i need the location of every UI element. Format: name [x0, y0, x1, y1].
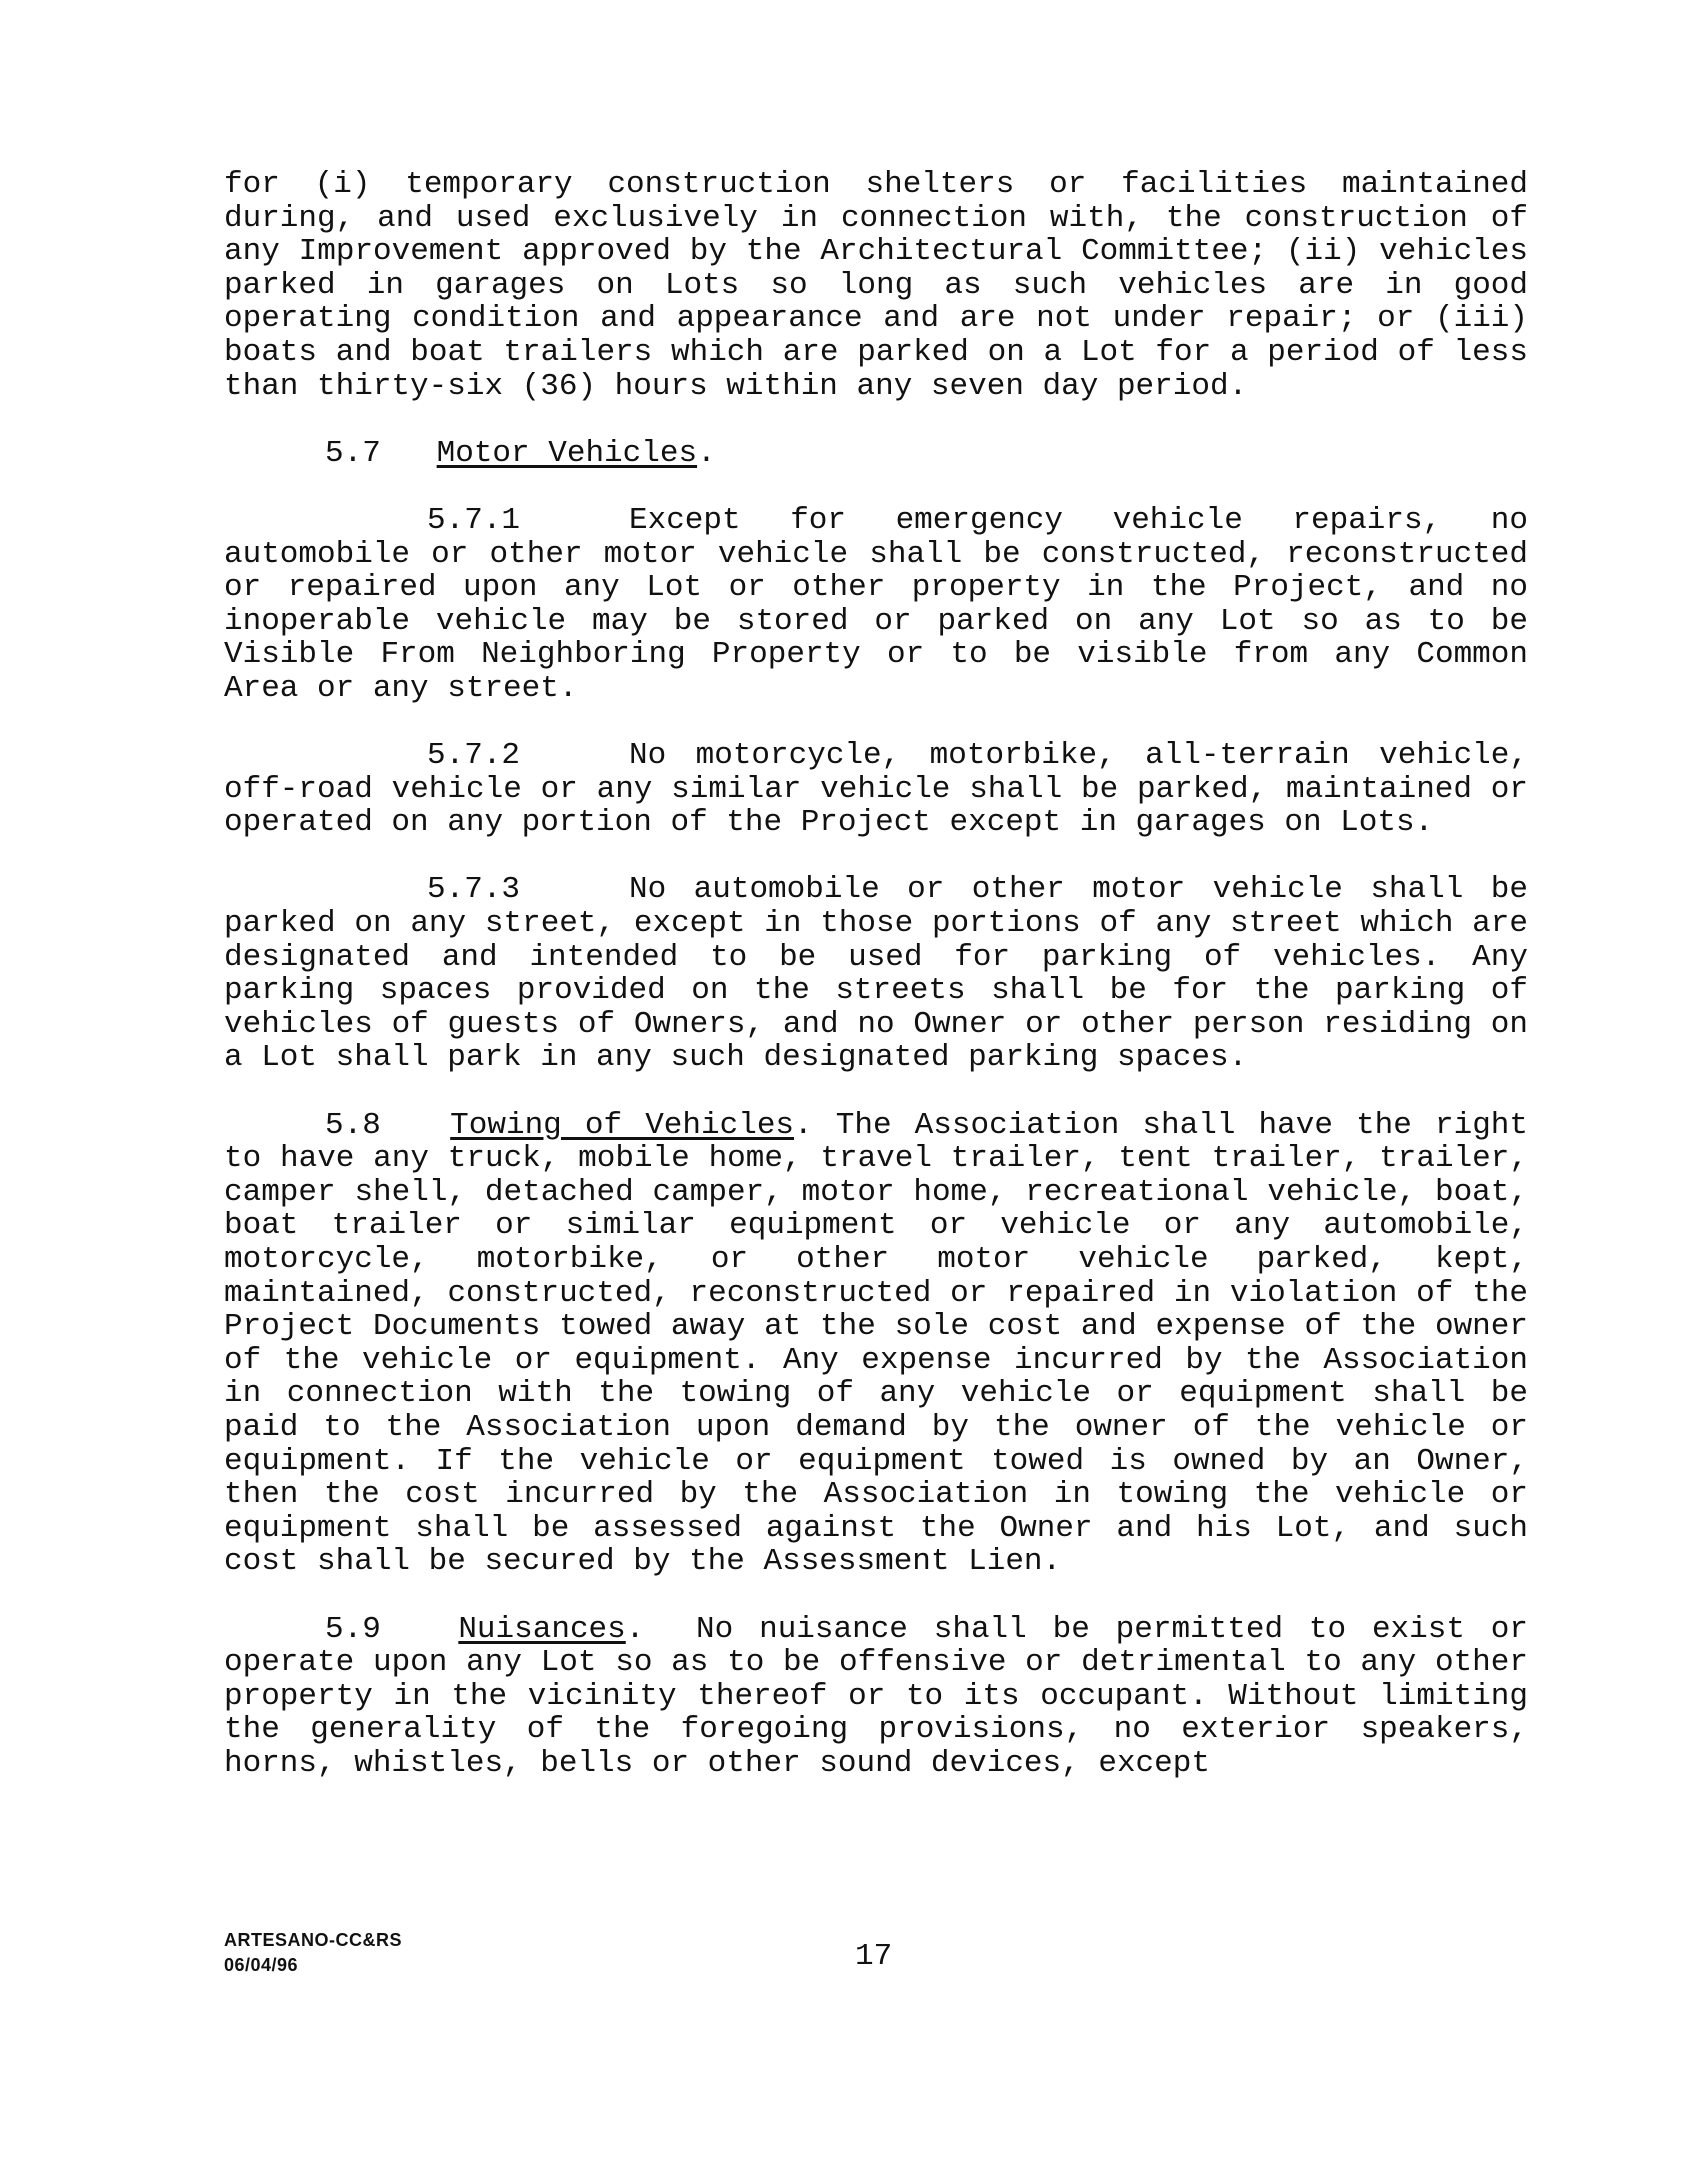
section-text: The Association shall have the right to have any truck, mobile home, travel trailer, tent trailer, trailer, camper shell, detached camper, motor home, recreational vehicle, boat, boat trailer or similar equipment or vehicle or any automobile, motorcycle, motorbike, or other motor vehicle parked, kept, maintained, constructed, reconstructed or repaired in violation of the Project Documents towed away at the sole cost and expense of the owner of the vehicle or equipment. Any expense incurred by the Association in connection with the towing of any vehicle or equipment shall be paid to the Association upon demand by the owner of the vehicle or equipment. If the vehicle or equipment towed is owned by an Owner, then the cost incurred by the Association in towing the vehicle or equipment shall be assessed against the Owner and his Lot, and such cost shall be secured by the Assessment Lien.: [224, 1107, 1529, 1580]
section-text: No nuisance shall be permitted to exist or operate upon any Lot so as to be offensive or detrimental to any other property in the vicinity thereof or to its occupant. Without limiting the generality of the foregoing provisions, no exterior speakers, horns, whistles, bells or other sound devices, except: [224, 1611, 1528, 1781]
section-title: Motor Vehicles: [436, 435, 698, 471]
subsection-text: No motorcycle, motorbike, all-terrain vehicle, off-road vehicle or any similar vehicle shall be parked, maintained or operated on any portion of the Project except in garages on Lots.: [224, 738, 1528, 841]
subsection-number: 5.7.1: [427, 502, 521, 538]
section-number: 5.8: [325, 1107, 381, 1143]
section-title: Nuisances: [458, 1611, 626, 1647]
section-number: 5.9: [325, 1611, 381, 1647]
section-5-7-3: [224, 873, 1528, 1075]
section-number: 5.7: [325, 435, 381, 471]
section-title-punct: .: [697, 435, 716, 471]
section-title: Towing of Vehicles: [450, 1107, 795, 1143]
page-number: 17: [855, 1939, 893, 1974]
document-body: [224, 168, 1528, 1814]
section-5-7-2: [224, 739, 1528, 840]
section-5-7-heading: [224, 437, 1528, 471]
subsection-number: 5.7.2: [427, 738, 521, 774]
section-title-punct: .: [625, 1611, 645, 1647]
footer-date: 06/04/96: [224, 1955, 299, 1975]
footer-doc-id: [224, 1928, 402, 1978]
intro-paragraph: for (i) temporary construction shelters or facilities maintained during, and used exclusively in connection with, the construction of any Improvement approved by the Architectural Committee; (ii) vehicles parked in garages on Lots so long as such vehicles are in good operating condition and appearance and are not under repair; or (iii) boats and boat trailers which are parked on a Lot for a period of less than thirty-six (36) hours within any seven day period.: [224, 167, 1528, 404]
section-5-9: [224, 1613, 1528, 1781]
subsection-number: 5.7.3: [427, 872, 521, 908]
subsection-text: No automobile or other motor vehicle shall be parked on any street, except in those portions of any street which are designated and intended to be used for parking of vehicles. Any parking spaces provided on the streets shall be for the parking of vehicles of guests of Owners, and no Owner or other person residing on a Lot shall park in any such designated parking spaces.: [224, 872, 1528, 1076]
footer-doc-code: ARTESANO-CC&RS: [224, 1930, 402, 1950]
subsection-text: Except for emergency vehicle repairs, no automobile or other motor vehicle shall be constructed, reconstructed or repaired upon any Lot or other property in the Project, and no inoperable vehicle may be stored or parked on any Lot so as to be Visible From Neighboring Property or to be visible from any Common Area or any street.: [224, 502, 1528, 706]
section-title-punct: .: [794, 1107, 813, 1143]
section-5-7-1: [224, 504, 1528, 706]
section-5-8: [224, 1109, 1528, 1579]
